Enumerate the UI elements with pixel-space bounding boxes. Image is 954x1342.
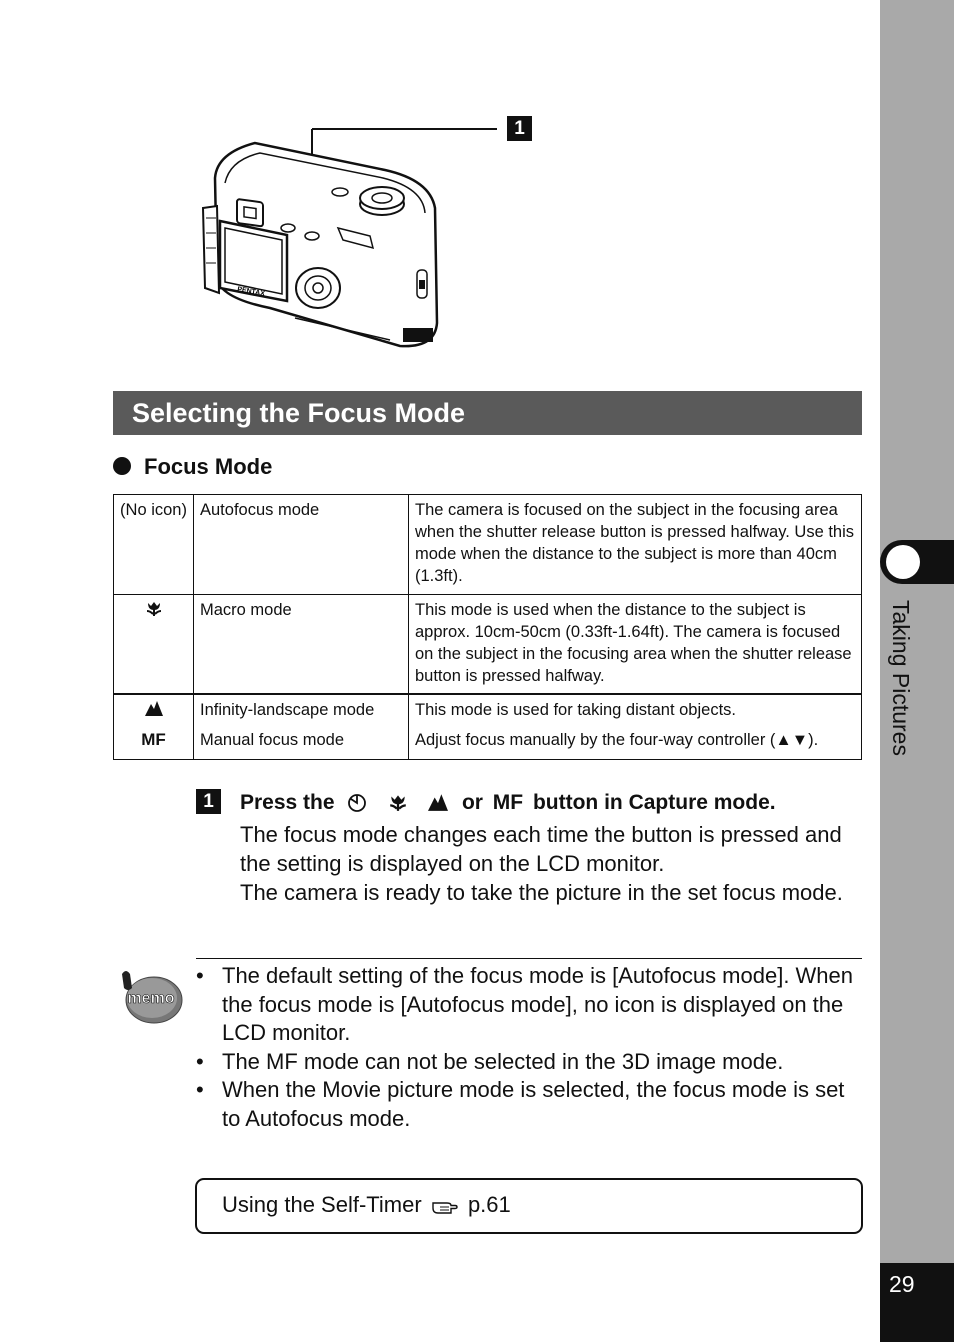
camera-illustration bbox=[195, 108, 545, 358]
subsection-title: Focus Mode bbox=[144, 454, 273, 479]
mode-icon-cell: (No icon) bbox=[114, 495, 194, 595]
mode-name-cell: Manual focus mode bbox=[194, 725, 409, 760]
memo-list bbox=[196, 962, 856, 1134]
mode-name-cell: Infinity-landscape mode bbox=[194, 694, 409, 725]
reference-box bbox=[195, 1178, 863, 1234]
mode-icon-cell bbox=[114, 694, 194, 725]
step-body-line: The focus mode changes each time the button is pressed and the setting is displayed on the LCD monitor. bbox=[240, 822, 842, 876]
table-row bbox=[114, 725, 862, 760]
pointing-hand-icon bbox=[431, 1197, 459, 1215]
mode-description-cell: This mode is used for taking distant objects. bbox=[409, 694, 862, 725]
macro-flower-icon bbox=[388, 792, 408, 812]
section-header bbox=[113, 391, 862, 435]
camera-brand: PENTAX bbox=[236, 286, 266, 298]
reference-text bbox=[222, 1192, 511, 1218]
mountain-icon bbox=[144, 699, 164, 717]
focus-mode-table bbox=[113, 494, 862, 760]
step-number: 1 bbox=[196, 789, 221, 814]
up-down-arrow-icon: ▲▼ bbox=[775, 731, 809, 749]
bullet-dot-icon bbox=[113, 457, 131, 475]
memo-icon bbox=[118, 968, 184, 1028]
figure-callout-1: 1 bbox=[507, 116, 532, 141]
step-head-prefix: Press the bbox=[240, 791, 335, 814]
step-or-text: or bbox=[461, 791, 483, 814]
page-number-box bbox=[880, 1263, 954, 1342]
mode-description-cell bbox=[409, 725, 862, 760]
mode-description-cell: This mode is used when the distance to the subject is approx. 10cm-50cm (0.33ft-1.64ft). The camera is focused on the subject in the focusing area when the shutter release button is pressed halfway. bbox=[409, 595, 862, 695]
mountain-icon bbox=[426, 792, 450, 812]
subsection-heading bbox=[113, 454, 272, 480]
chapter-label bbox=[880, 600, 928, 790]
mf-description-end: ). bbox=[808, 731, 819, 749]
mode-name-cell: Macro mode bbox=[194, 595, 409, 695]
memo-item: • When the Movie picture mode is selected, the focus mode is set to Autofocus mode. bbox=[196, 1076, 856, 1133]
mode-icon-cell: MF bbox=[114, 725, 194, 760]
mode-icon-cell bbox=[114, 595, 194, 695]
chapter-tab bbox=[880, 540, 954, 584]
table-row bbox=[114, 495, 862, 595]
mf-description-text: Adjust focus manually by the four-way controller ( bbox=[415, 731, 776, 749]
chapter-label-text: Taking Pictures bbox=[888, 600, 914, 756]
chapter-tab-dot bbox=[886, 545, 920, 579]
step-body bbox=[240, 820, 860, 907]
table-row bbox=[114, 694, 862, 725]
mode-description-cell: The camera is focused on the subject in the focusing area when the shutter release button is pressed halfway. Use this mode when the distance to the subject is more than 40cm (1.3ft). bbox=[409, 495, 862, 595]
memo-item: • The MF mode can not be selected in the 3D image mode. bbox=[196, 1048, 856, 1077]
table-row bbox=[114, 595, 862, 695]
self-timer-icon bbox=[346, 791, 368, 813]
section-title: Selecting the Focus Mode bbox=[132, 398, 466, 428]
mf-icon: MF bbox=[492, 791, 524, 814]
step-instruction bbox=[240, 791, 776, 815]
reference-page-link[interactable]: p.61 bbox=[467, 1192, 511, 1217]
macro-flower-icon bbox=[145, 599, 163, 617]
mode-name-cell: Autofocus mode bbox=[194, 495, 409, 595]
memo-item: • The default setting of the focus mode is [Autofocus mode]. When the focus mode is [Autofocus mode], no icon is displayed on the LCD monitor. bbox=[196, 962, 856, 1048]
step-body-line: The camera is ready to take the picture in the set focus mode. bbox=[240, 880, 843, 905]
reference-label: Using the Self-Timer bbox=[222, 1192, 422, 1217]
step-head-suffix: button in Capture mode. bbox=[532, 791, 776, 814]
page-number: 29 bbox=[889, 1271, 915, 1297]
memo-divider bbox=[196, 958, 862, 959]
memo-icon-label: memo bbox=[127, 990, 175, 1007]
